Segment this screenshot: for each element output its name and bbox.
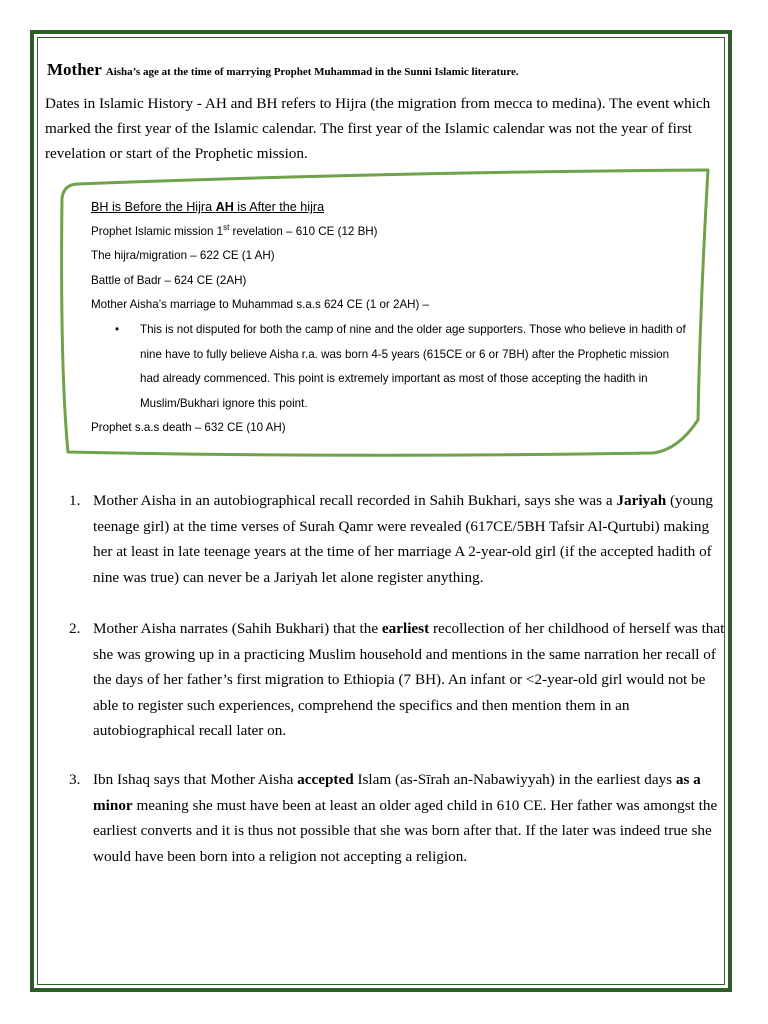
callout-bullets [91,318,691,416]
item-bold: earliest [381,620,430,637]
timeline-marriage: Mother Aisha’s marriage to Muhammad s.a.s 624 CE (1 or 2AH) – [91,298,430,312]
mission-text: Prophet Islamic mission 1 [91,224,224,238]
bullet-text: This is not disputed for both the camp of nine and the older age supporters. Those who believe in hadith of nine have to fully believe Aisha r.a. was born 4-5 years (615CE or 6 or 7BH) after the Prophetic mission had already commenced. This point is extremely important as most of those accepting the hadith in Muslim/Bukhari ignore this point. [140,322,686,410]
item-number: 3. [69,771,81,788]
intro-paragraph: Dates in Islamic History - AH and BH refers to Hijra (the migration from mecca to medina). The event which marked the first year of the Islamic calendar. The first year of the Islamic calendar was not the year of first revelation or start of the Prophetic mission. [45,95,711,162]
callout-content [91,195,691,441]
title-rest: Aisha’s age at the time of marrying Prophet Muhammad in the Sunni Islamic literature. [105,66,519,78]
item-body [93,767,725,869]
item-text: recollection of her childhood of herself was that she was growing up in a practicing Muslim household and mentions in the same narration her recall of the days of her father’s first migration to Ethiopia (7 BH). An infant or <2-year-old girl would not be able to register such experiences, comprehend the specifics and then mention them in an autobiographical recall later on. [93,620,725,739]
timeline-hijra: The hijra/migration – 622 CE (1 AH) [91,249,275,263]
item-text: Islam (as-Sīrah an-Nabawiyyah) in the earliest days [353,771,676,788]
heading-bh: BH is Before the Hijra [91,200,213,214]
mission-date: revelation – 610 CE (12 BH) [229,224,378,238]
item-text: Mother Aisha in an autobiographical recall recorded in Sahih Bukhari, says she was a [93,492,617,509]
timeline-death: Prophet s.a.s death – 632 CE (10 AH) [91,421,286,435]
item-body [93,488,725,590]
item-text: Ibn Ishaq says that Mother Aisha [93,771,298,788]
numbered-item-2 [45,616,725,744]
item-text: meaning she must have been at least an older aged child in 610 CE. Her father was amongst the earliest converts and it is thus not possible that she was born after that. If the later was indeed true she would have been born into a religion not accepting a religion. [93,796,718,865]
numbered-item-3 [45,767,725,869]
mission-sup: st [223,222,230,232]
item-body [93,616,725,744]
heading-ah-bold: AH [215,200,234,214]
item-bold: accepted [297,771,354,788]
item-bold: Jariyah [616,492,667,509]
item-bold: as a minor [93,771,701,814]
item-text: (young teenage girl) at the time verses of Surah Qamr were revealed (617CE/5BH Tafsir Al-Qurtubi) making her at least in late teenage years at the time of her marriage A 2-year-old girl (if the accepted hadith of nine was true) can never be a Jariyah let alone register anything. [93,492,714,586]
timeline-callout [58,168,714,458]
timeline-mission [91,220,691,245]
timeline-badr: Battle of Badr – 624 CE (2AH) [91,273,247,287]
bullet-item [91,318,691,416]
callout-heading [91,195,691,220]
item-number: 1. [69,492,81,509]
heading-ah-rest: is After the hijra [237,200,325,214]
numbered-item-1 [45,488,725,590]
document-title [47,60,727,80]
title-lead: Mother [47,60,102,79]
item-number: 2. [69,620,81,637]
item-text: Mother Aisha narrates (Sahih Bukhari) that the [93,620,382,637]
bullet-dot-icon: • [115,322,120,336]
